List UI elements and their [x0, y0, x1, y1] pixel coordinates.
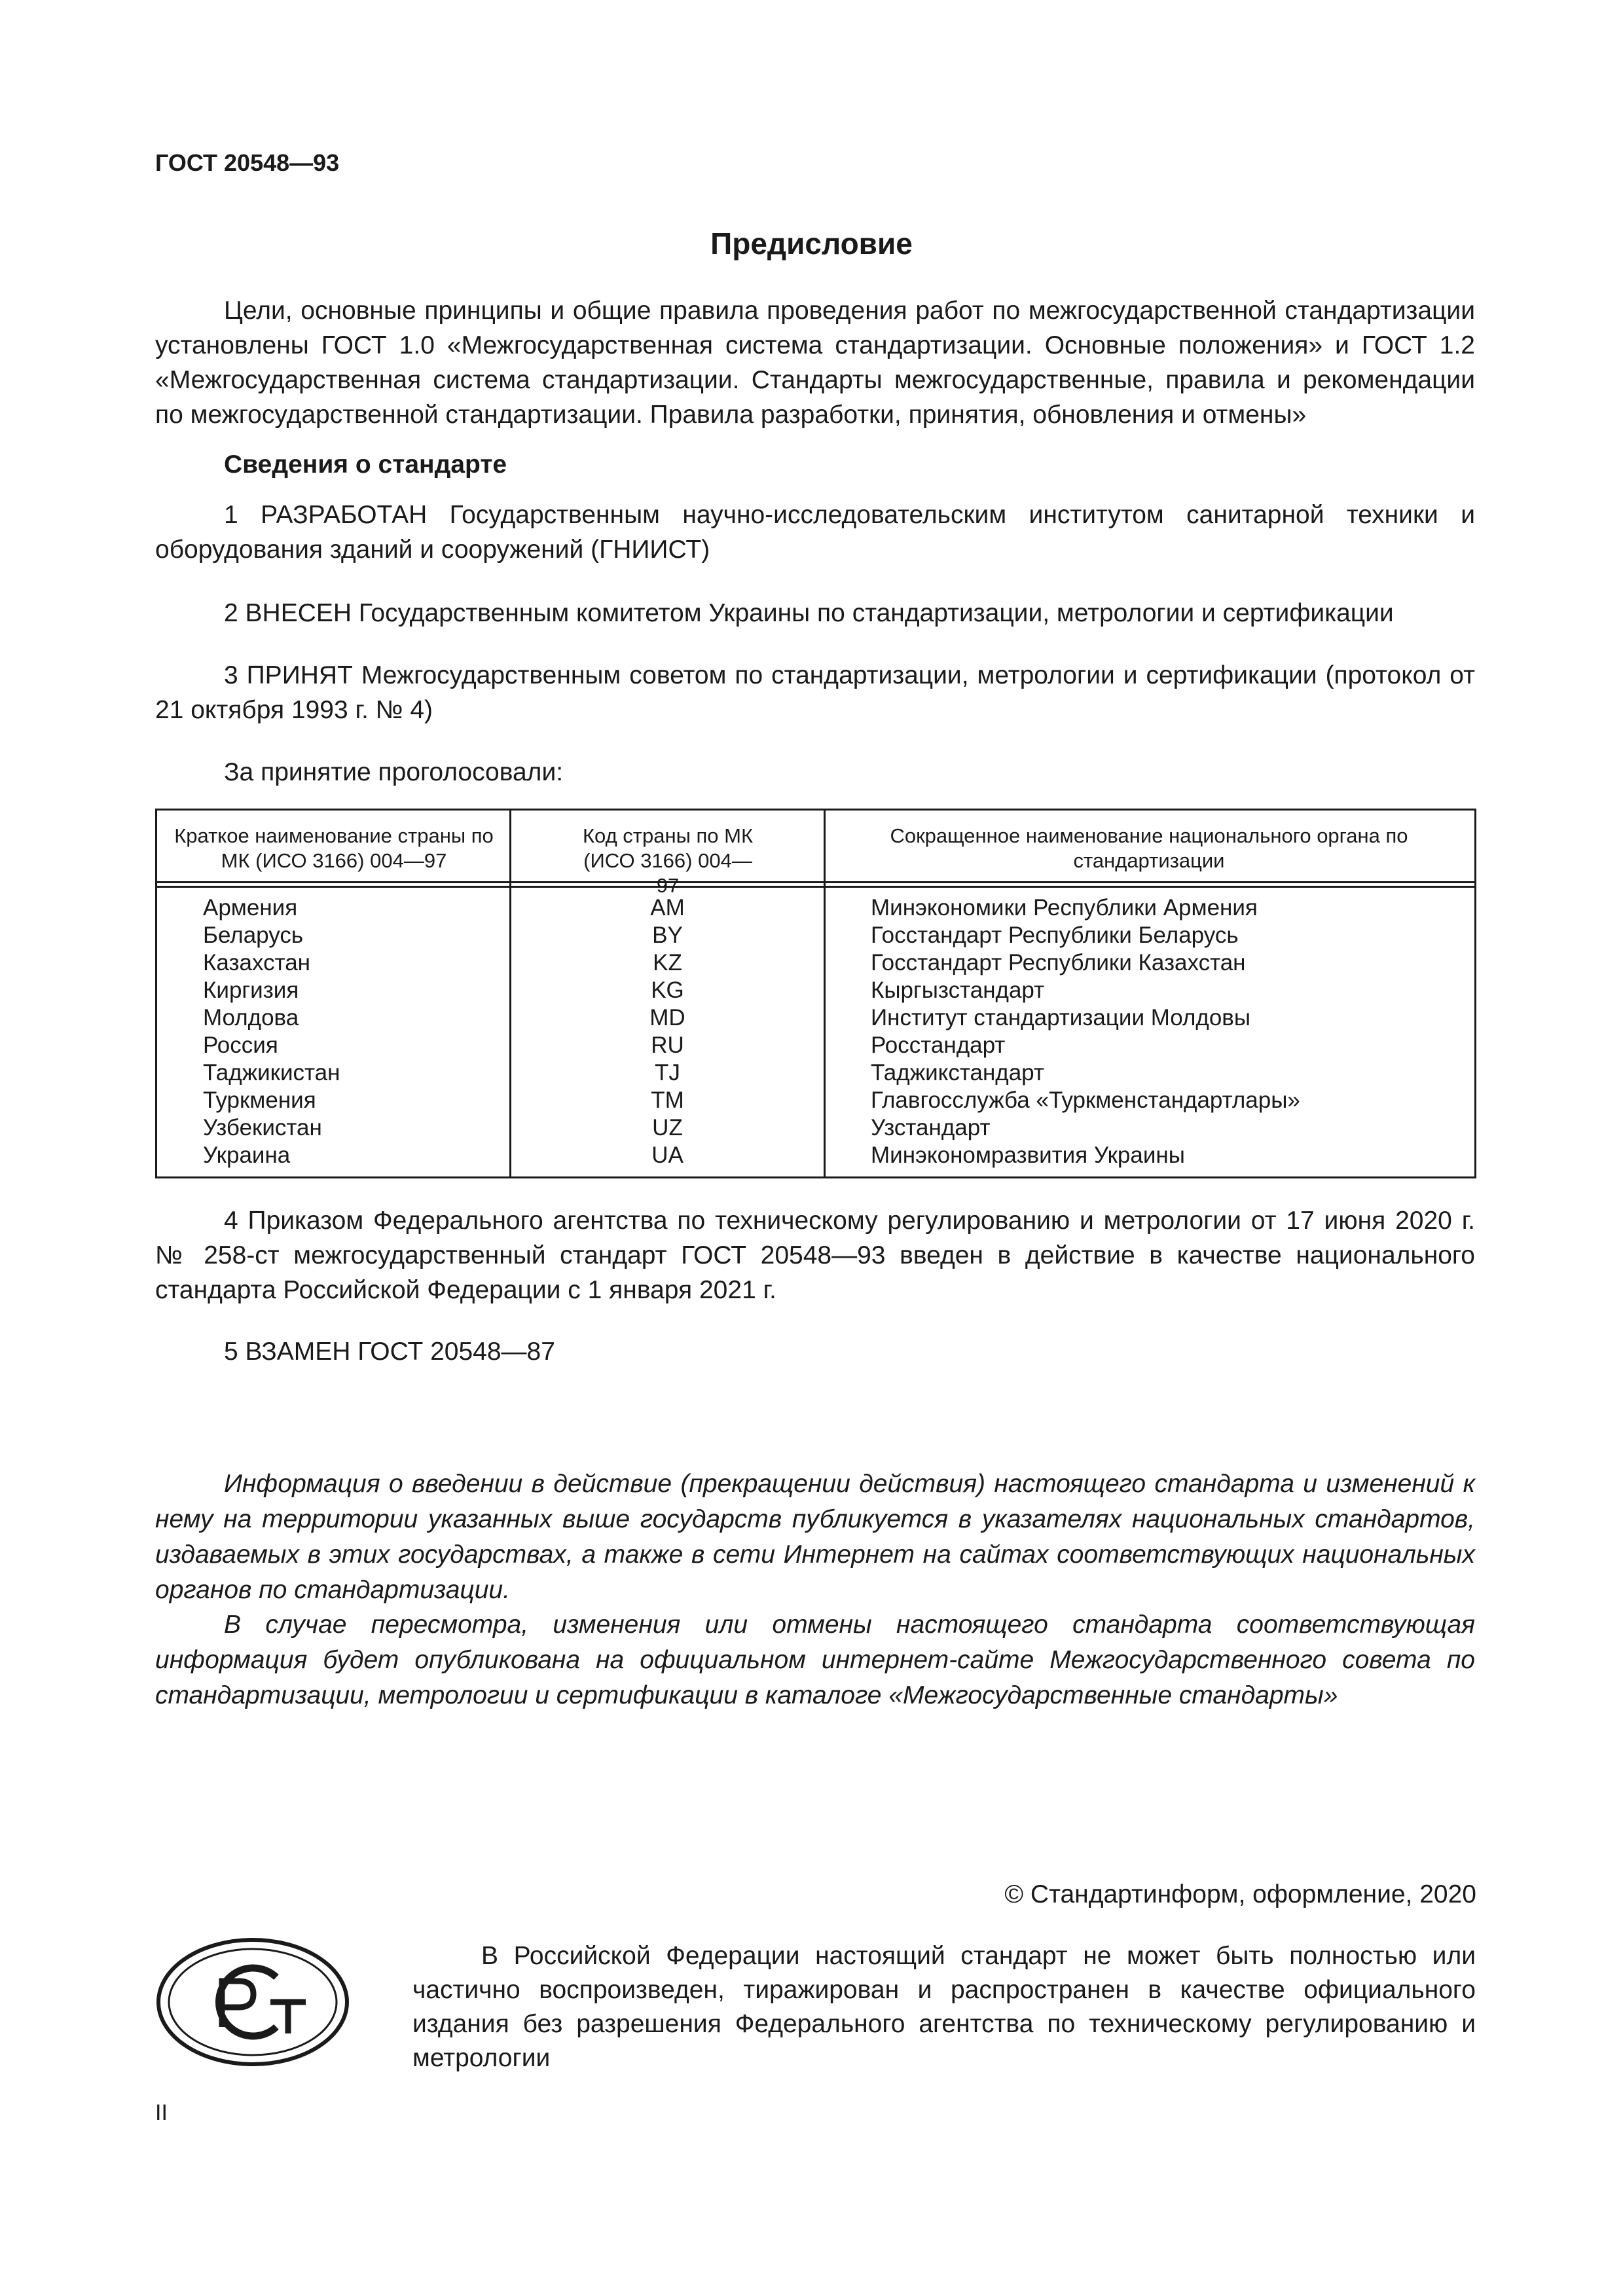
table-cell-country: Россия	[203, 1032, 278, 1058]
document-code-header: ГОСТ 20548—93	[155, 149, 340, 176]
table-cell-country: Армения	[203, 895, 298, 920]
rights-notice: В Российской Федерации настоящий стандарт не может быть полностью или частично воспроизведен, тиражирован и распространен в качестве официального издания без разрешения Федерального агентства по техническому регулированию и метрологии	[412, 1942, 1476, 2072]
table-cell-body: Кыргызстандарт	[871, 977, 1045, 1003]
item-replaces: 5 ВЗАМЕН ГОСТ 20548—87	[224, 1338, 555, 1366]
vote-caption: За принятие проголосовали:	[224, 758, 564, 786]
table-cell-code: RU	[651, 1032, 684, 1058]
pct-certification-logo-icon	[155, 1937, 350, 2068]
table-cell-body: Госстандарт Республики Беларусь	[871, 922, 1239, 948]
voting-table	[155, 809, 1476, 1178]
table-cell-body: Минэкономики Республики Армения	[871, 895, 1258, 920]
table-cell-code: TM	[651, 1087, 684, 1113]
table-cell-country: Казахстан	[203, 950, 311, 975]
table-header-body: Сокращенное наименование национального органа по стандартизации	[890, 824, 1408, 872]
table-header-divider	[157, 886, 1474, 888]
page-title: Предисловие	[710, 227, 913, 261]
table-cell-body: Узстандарт	[871, 1115, 991, 1140]
intro-paragraph: Цели, основные принципы и общие правила проведения работ по межгосударственной стандартизации установлены ГОСТ 1.0 «Межгосударственная система стандартизации. Основные положения» и ГОСТ 1.2 «Межгосударственная система стандартизации. Стандарты межгосударственные, правила и рекомендации по межгосударственной стандартизации. Правила разработки, принятия, обновления и отмены»	[155, 297, 1475, 429]
code-column	[511, 894, 824, 1169]
table-cell-country: Узбекистан	[203, 1115, 322, 1140]
item-adopted: 3 ПРИНЯТ Межгосударственным советом по стандартизации, метрологии и сертификации (протокол от 21 октября 1993 г. № 4)	[155, 661, 1475, 724]
table-cell-code: TJ	[655, 1060, 680, 1085]
table-cell-code: KG	[651, 977, 684, 1003]
table-cell-body: Росстандарт	[871, 1032, 1006, 1058]
table-cell-body: Госстандарт Республики Казахстан	[871, 950, 1246, 975]
country-column	[203, 894, 340, 1169]
table-cell-country: Украина	[203, 1142, 291, 1168]
item-enacted: 4 Приказом Федерального агентства по техническому регулированию и метрологии от 17 июня 2020 г. № 258-ст межгосударственный стандарт ГОСТ 20548—93 введен в действие в качестве национального стандарта Российской Федерации с 1 января 2021 г.	[155, 1207, 1475, 1304]
table-cell-body: Таджикстандарт	[871, 1060, 1044, 1085]
table-cell-code: MD	[649, 1005, 685, 1030]
table-cell-code: AM	[650, 895, 685, 920]
table-cell-body: Институт стандартизации Молдовы	[871, 1005, 1251, 1030]
info-heading: Сведения о стандарте	[224, 450, 507, 479]
table-header-divider	[157, 881, 1474, 883]
table-cell-country: Туркмения	[203, 1087, 316, 1113]
table-cell-country: Киргизия	[203, 977, 299, 1003]
notice-paragraph-2: В случае пересмотра, изменения или отмены настоящего стандарта соответствующая информация будет опубликована на официальном интернет-сайте Межгосударственного совета по стандартизации, метрологии и сертификации в каталоге «Межгосударственные стандарты»	[155, 1611, 1475, 1709]
table-header-country: Краткое наименование страны по МК (ИСО 3166) 004—97	[174, 824, 494, 872]
table-cell-country: Таджикистан	[203, 1060, 340, 1085]
item-introduced: 2 ВНЕСЕН Государственным комитетом Украины по стандартизации, метрологии и сертификации	[224, 599, 1394, 627]
table-cell-country: Беларусь	[203, 922, 304, 948]
notice-paragraph-1: Информация о введении в действие (прекращении действия) настоящего стандарта и изменений к нему на территории указанных выше государств публикуется в указателях национальных стандартов, издаваемых в этих государствах, а также в сети Интернет на сайтах соответствующих национальных органов по стандартизации.	[155, 1470, 1475, 1604]
table-cell-country: Молдова	[203, 1005, 299, 1030]
table-header-code: Код страны по МК (ИСО 3166) 004—97	[582, 824, 754, 897]
item-developed: 1 РАЗРАБОТАН Государственным научно-исследовательским институтом санитарной техники и оборудования зданий и сооружений (ГНИИСТ)	[155, 501, 1475, 564]
copyright-notice: © Стандартинформ, оформление, 2020	[1004, 1880, 1476, 1908]
table-cell-code: UZ	[652, 1115, 683, 1140]
table-cell-code: UA	[651, 1142, 684, 1168]
page-number: II	[155, 2100, 168, 2125]
table-cell-body: Минэкономразвития Украины	[871, 1142, 1185, 1168]
table-cell-body: Главгосслужба «Туркменстандартлары»	[871, 1087, 1300, 1113]
table-cell-code: BY	[652, 922, 683, 948]
table-cell-code: KZ	[653, 950, 682, 975]
table-column-divider	[824, 811, 826, 1176]
body-column	[871, 894, 1300, 1169]
